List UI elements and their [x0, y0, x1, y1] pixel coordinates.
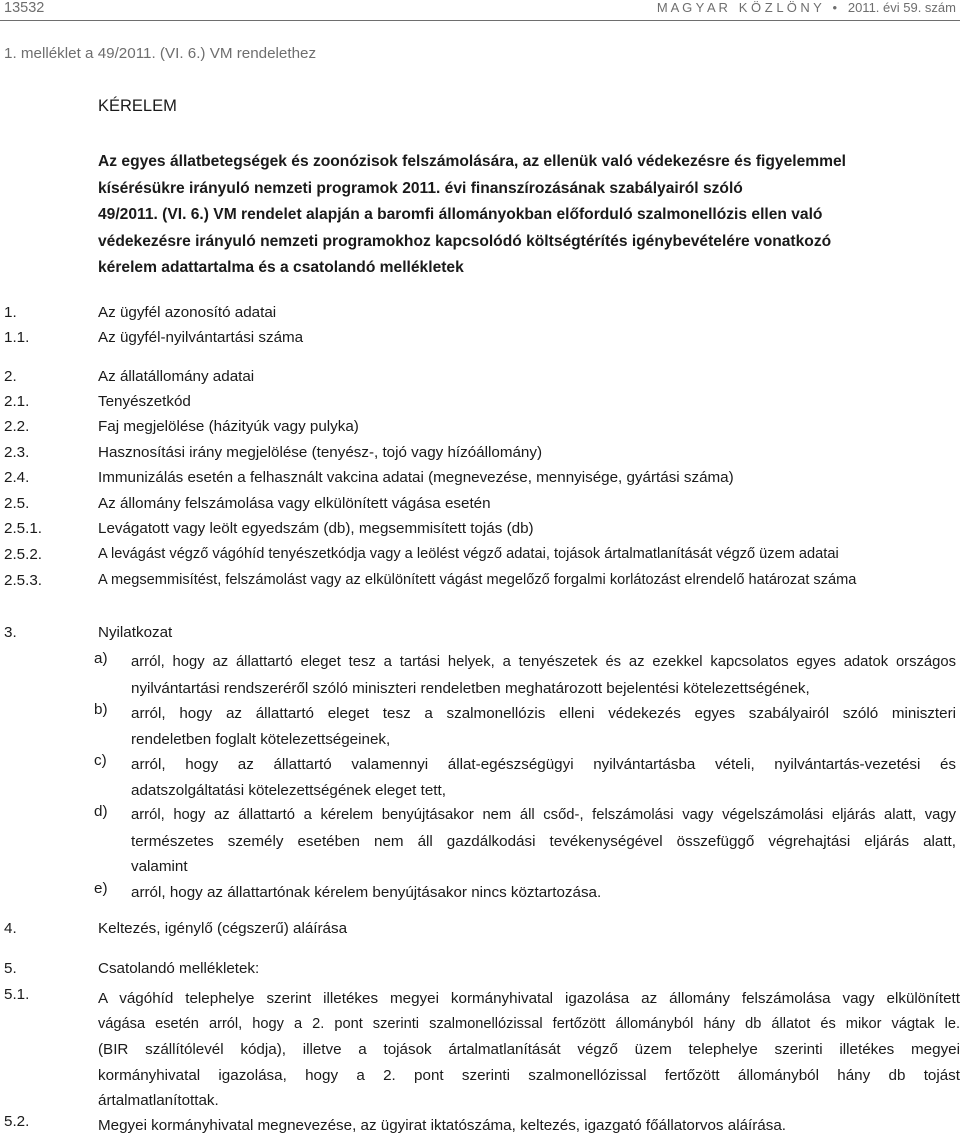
- item-text: Az ügyfél-nyilvántartási száma: [98, 329, 304, 346]
- item-number: 3.: [4, 624, 17, 641]
- attachment-number: 5.2.: [4, 1113, 30, 1130]
- declaration-line: valamint: [131, 858, 188, 875]
- item-text: Nyilatkozat: [98, 624, 173, 641]
- declaration-text: [131, 650, 956, 701]
- attachment-line: vágása esetén arról, hogy a 2. pont szerinti szalmonellózissal fertőzött állományból hány db állatot és mikor vágtak le.: [98, 1015, 960, 1032]
- attachment-text: [98, 986, 960, 1114]
- item-number: 4.: [4, 920, 17, 937]
- item-number: 2.5.2.: [4, 546, 42, 563]
- declaration-text: [131, 752, 956, 803]
- item-text: Immunizálás esetén a felhasznált vakcina adatai (megnevezése, mennyisége, gyártási száma): [98, 469, 734, 486]
- item-number: 2.2.: [4, 418, 30, 435]
- declaration-line: arról, hogy az állattartó valamennyi állat-egészségügyi nyilvántartásba vételi, nyilvántartás-vezetési és: [131, 756, 956, 773]
- declaration-line: természetes személy esetében nem áll gazdálkodási tevékenységével összefüggő végrehajtási eljárás alatt,: [131, 832, 956, 850]
- item-number: 2.: [4, 368, 17, 385]
- title-line: 49/2011. (VI. 6.) VM rendelet alapján a baromfi állományokban előforduló szalmonellózis ellen való: [98, 206, 823, 223]
- declaration-line: arról, hogy az állattartó eleget tesz a tartási helyek, a tenyészetek és az ezekkel kapcsolatos egyes adatok országos: [131, 654, 956, 670]
- item-number: 2.1.: [4, 393, 30, 410]
- item-text: Csatolandó mellékletek:: [98, 960, 260, 977]
- declaration-text: [131, 880, 956, 906]
- document-type-heading: KÉRELEM: [98, 97, 177, 115]
- attachment-line: ártalmatlanítottak.: [98, 1092, 219, 1109]
- item-text: Levágatott vagy leölt egyedszám (db), megsemmisített tojás (db): [98, 520, 534, 537]
- annex-label: 1. melléklet a 49/2011. (VI. 6.) VM rendelethez: [4, 45, 317, 62]
- title-line: Az egyes állatbetegségek és zoonózisok felszámolására, az ellenük való védekezésre és figyelemmel: [98, 153, 846, 170]
- declaration-text: [131, 701, 956, 752]
- item-number: 2.5.3.: [4, 572, 42, 589]
- item-text: Az állatállomány adatai: [98, 368, 255, 385]
- item-text: Az ügyfél azonosító adatai: [98, 304, 277, 321]
- page-header: [0, 0, 960, 22]
- publication-title: M A G Y A R K Ö Z L Ö N Y • 2011. évi 59. szám: [656, 0, 956, 15]
- declaration-text: [131, 803, 956, 880]
- title-line: védekezésre irányuló nemzeti programokhoz kapcsolódó költségtérítés igénybevételére vonatkozó: [98, 232, 832, 250]
- item-text: A megsemmisítést, felszámolást vagy az elkülönített vágást megelőző forgalmi korlátozást elrendelő határozat száma: [98, 572, 857, 588]
- item-text: Az állomány felszámolása vagy elkülönített vágása esetén: [98, 495, 491, 512]
- declaration-line: rendeletben foglalt kötelezettségeinek,: [131, 730, 391, 748]
- item-text: Tenyészetkód: [98, 393, 191, 410]
- declaration-letter: c): [94, 752, 107, 769]
- declaration-letter: e): [94, 880, 108, 897]
- declaration-line: arról, hogy az állattartó a kérelem benyújtásakor nem áll csőd-, felszámolási vagy végelszámolási eljárás alatt, vagy: [131, 807, 956, 823]
- item-number: 2.3.: [4, 444, 30, 461]
- declaration-letter: d): [94, 803, 108, 820]
- item-text: Hasznosítási irány megjelölése (tenyész-, tojó vagy hízóállomány): [98, 444, 543, 461]
- declaration-line: nyilvántartási rendszeréről szóló miniszteri rendeletben meghatározott bejelentési kötelezettségének,: [131, 679, 810, 697]
- document-title: [98, 149, 918, 282]
- declaration-line: arról, hogy az állattartó eleget tesz a szalmonellózis elleni védekezés egyes szabályairól szóló miniszteri: [131, 705, 956, 722]
- page-number: 13532: [4, 0, 45, 16]
- header-rule: [0, 20, 960, 21]
- attachment-number: 5.1.: [4, 986, 30, 1003]
- attachment-line: Megyei kormányhivatal megnevezése, az ügyirat iktatószáma, keltezés, igazgató főállatorvos aláírása.: [98, 1117, 786, 1134]
- attachment-line: (BIR szállítólevél kódja), illetve a tojások ártalmatlanítását végző üzem telephelye szerinti illetékes megyei: [98, 1041, 960, 1058]
- item-number: 2.4.: [4, 469, 30, 486]
- declaration-line: arról, hogy az állattartónak kérelem benyújtásakor nincs köztartozása.: [131, 884, 602, 901]
- attachment-line: kormányhivatal igazolása, hogy a 2. pont szerinti szalmonellózissal fertőzött állományból hány db tojást: [98, 1066, 960, 1084]
- declaration-letter: a): [94, 650, 108, 667]
- item-number: 1.1.: [4, 329, 30, 346]
- declaration-line: adatszolgáltatási kötelezettségének eleget tett,: [131, 781, 446, 799]
- item-text: Faj megjelölése (házityúk vagy pulyka): [98, 418, 359, 435]
- item-number: 2.5.: [4, 495, 30, 512]
- title-line: kísérésükre irányuló nemzeti programok 2011. évi finanszírozásának szabályairól szóló: [98, 179, 743, 197]
- declaration-letter: b): [94, 701, 108, 718]
- item-text: A levágást végző vágóhíd tenyészetkódja vagy a leölést végző adatai, tojások ártalmatlanítását végző üzem adatai: [98, 546, 839, 562]
- item-number: 2.5.1.: [4, 520, 42, 537]
- attachment-line: A vágóhíd telephelye szerint illetékes megyei kormányhivatal igazolása az állomány felszámolása vagy elkülönített: [98, 990, 960, 1007]
- item-number: 5.: [4, 960, 17, 977]
- item-number: 1.: [4, 304, 17, 321]
- item-text: Keltezés, igénylő (cégszerű) aláírása: [98, 920, 348, 937]
- title-line: kérelem adattartalma és a csatolandó mellékletek: [98, 259, 464, 276]
